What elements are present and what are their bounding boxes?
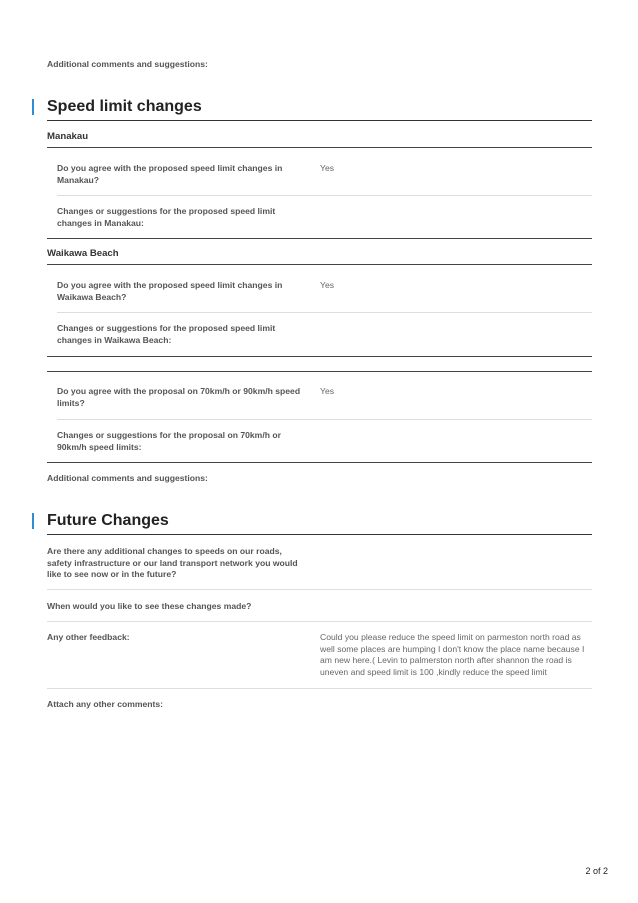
future-additional-changes-question: Are there any additional changes to speeds on our roads, safety infrastructure or our land transport network you would like to see now or in the future? (47, 546, 298, 579)
attach-comments-label: Attach any other comments: (47, 699, 164, 709)
rural-agree-question: Do you agree with the proposal on 70km/h or 90km/h speed limits? (57, 386, 301, 408)
manakau-heading: Manakau (47, 131, 592, 148)
speed-additional-comments-label: Additional comments and suggestions: (47, 473, 208, 483)
future-when-question: When would you like to see these changes made? (47, 601, 252, 611)
other-feedback-question: Any other feedback: (47, 632, 130, 642)
section-accent-bar (32, 513, 34, 529)
speed-limit-section-header (47, 97, 592, 121)
divider (47, 371, 592, 372)
manakau-agree-question: Do you agree with the proposed speed limit changes in Manakau? (57, 163, 283, 185)
divider (57, 195, 592, 196)
divider (47, 688, 592, 689)
rural-agree-answer: Yes (320, 386, 335, 396)
waikawa-agree-answer: Yes (320, 280, 335, 290)
waikawa-agree-question: Do you agree with the proposed speed limit changes in Waikawa Beach? (57, 280, 283, 302)
speed-limit-section-title: Speed limit changes (47, 98, 202, 115)
waikawa-suggestions-question: Changes or suggestions for the proposed speed limit changes in Waikawa Beach: (57, 323, 276, 345)
section-accent-bar (32, 99, 34, 115)
manakau-suggestions-question: Changes or suggestions for the proposed speed limit changes in Manakau: (57, 206, 276, 228)
waikawa-heading: Waikawa Beach (47, 248, 592, 265)
divider (47, 621, 592, 622)
divider (57, 312, 592, 313)
additional-comments-label: Additional comments and suggestions: (47, 59, 208, 69)
other-feedback-answer: Could you please reduce the speed limit on parmeston north road as well some places are humping I don't know the place name because I am new here.( Levin to palmerston north after shannon the road is uneven and speed limit is 100 ,kindly reduce the speed limit (320, 632, 585, 677)
future-changes-section-header (47, 511, 592, 535)
divider (47, 356, 592, 357)
divider (47, 462, 592, 463)
divider (47, 238, 592, 239)
divider (57, 419, 592, 420)
page-number: 2 of 2 (585, 866, 608, 876)
divider (47, 589, 592, 590)
rural-suggestions-question: Changes or suggestions for the proposal on 70km/h or 90km/h speed limits: (57, 430, 281, 452)
future-changes-section-title: Future Changes (47, 512, 169, 529)
manakau-agree-answer: Yes (320, 163, 335, 173)
